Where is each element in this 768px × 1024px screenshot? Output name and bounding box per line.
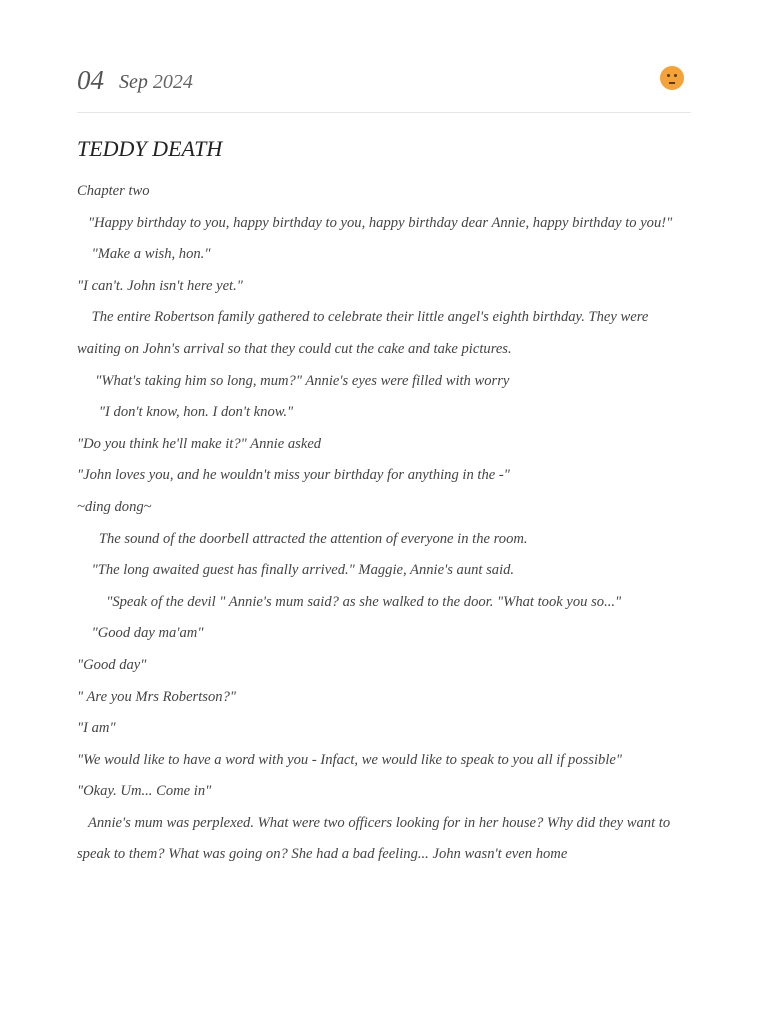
entry-paragraph: " Are you Mrs Robertson?"	[77, 688, 236, 705]
entry-month-year	[119, 70, 193, 94]
entry-paragraph: "Good day ma'am"	[77, 625, 204, 642]
entry-month: Sep	[119, 71, 148, 93]
mood-mouth	[669, 82, 675, 84]
entry-paragraph: ~ding dong~	[77, 498, 152, 515]
entry-paragraph: Chapter two	[77, 183, 150, 199]
entry-title: TEDDY DEATH	[77, 136, 223, 161]
entry-paragraph: The entire Robertson family gathered to celebrate their little angel's eighth birthday. They were waiting on John's arrival so that they could cut the cake and take pictures.	[77, 309, 653, 357]
mood-eye-left	[667, 74, 670, 77]
entry-paragraph: "I don't know, hon. I don't know."	[77, 404, 294, 421]
entry-paragraph: "Good day"	[77, 656, 147, 673]
entry-paragraph: "Speak of the devil " Annie's mum said? as she walked to the door. "What took you so..."	[77, 593, 622, 610]
entry-paragraph: "Make a wish, hon."	[77, 246, 211, 263]
entry-paragraph: The sound of the doorbell attracted the attention of everyone in the room.	[77, 530, 528, 547]
entry-paragraph: "I can't. John isn't here yet."	[77, 277, 243, 294]
entry-paragraph: "Happy birthday to you, happy birthday to you, happy birthday dear Annie, happy birthday to you!"	[77, 214, 673, 231]
header-divider	[77, 112, 691, 113]
entry-date-header	[77, 62, 691, 102]
entry-body	[77, 176, 691, 871]
entry-year: 2024	[152, 71, 193, 93]
entry-paragraph: Annie's mum was perplexed. What were two officers looking for in her house? Why did they want to speak to them? What was going on? She had a bad feeling... John wasn't even home	[77, 814, 674, 863]
entry-day: 04	[77, 65, 104, 95]
journal-entry-page	[77, 0, 691, 1024]
entry-paragraph: "Do you think he'll make it?" Annie asked	[77, 435, 322, 452]
neutral-face-icon[interactable]	[660, 66, 684, 90]
entry-paragraph: "We would like to have a word with you - Infact, we would like to speak to you all if possible"	[77, 751, 622, 768]
entry-paragraph: "I am"	[77, 720, 116, 737]
entry-paragraph: "Okay. Um... Come in"	[77, 783, 212, 800]
entry-paragraph: "What's taking him so long, mum?" Annie's eyes were filled with worry	[77, 372, 510, 389]
mood-eye-right	[674, 74, 677, 77]
entry-paragraph: "The long awaited guest has finally arrived." Maggie, Annie's aunt said.	[77, 562, 515, 579]
entry-paragraph: "John loves you, and he wouldn't miss your birthday for anything in the -"	[77, 467, 510, 484]
